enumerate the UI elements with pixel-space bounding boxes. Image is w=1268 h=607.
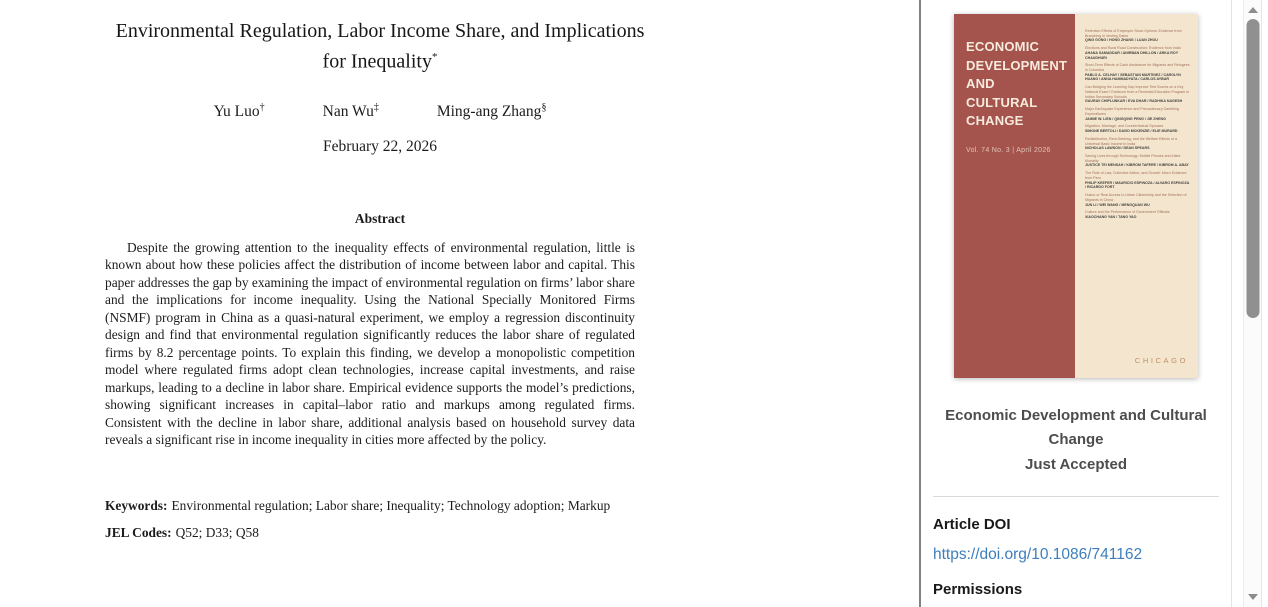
- author-footnote-mark: ‡: [373, 101, 379, 113]
- cover-toc-entry: Major Earthquake Experience and Precautionary Gambling Expenditures JAIMIE W. LIEN / QINGQING PENG / JIE ZHENG: [1085, 107, 1179, 121]
- paper-title-text: Environmental Regulation, Labor Income Share, and Implications for Inequality: [115, 20, 645, 73]
- vertical-scrollbar[interactable]: [1243, 0, 1262, 607]
- author-name: Nan Wu: [322, 102, 374, 120]
- doi-link[interactable]: https://doi.org/10.1086/741162: [933, 546, 1143, 563]
- cover-toc-entry: Redistribution, Rent-Seeking, and the Welfare Effects of a Universal Basic Income in India NICHOLAS LAWSON / DEAN SPEARS: [1085, 136, 1177, 151]
- cover-left-panel: [954, 14, 1075, 378]
- author-footnote-mark: †: [259, 101, 265, 113]
- author-name: Ming-ang Zhang: [436, 102, 542, 120]
- author-footnote-mark: §: [541, 101, 547, 113]
- cover-toc-entry: Saving Lives through Technology: Mobile Phones and Infant Mortality JUSTICE TEI MENSAH / KIBROM TAFERE / KIBROM A. ABAY: [1085, 154, 1189, 168]
- keywords-line: [105, 497, 635, 515]
- cover-toc-entry: Migration, Marriage, and Counterfactual Spouses SIMONE BERTOLI / DAVID MCKENZIE / ELIE MURARD: [1085, 124, 1178, 134]
- cover-journal-name: ECONOMIC DEVELOPMENT AND CULTURAL CHANGE: [966, 39, 1068, 128]
- author: [323, 102, 379, 121]
- article-doi-label: Article DOI: [933, 516, 1011, 533]
- cover-toc-entry: The Rule of Law, Collective Action, and Growth: Micro Evidence from Peru PHILIP KEEFER / MAURICIO ESPINOZA / ALVARO ESPINOZA / RICARDO FORT: [1085, 171, 1190, 190]
- paper-date: February 22, 2026: [322, 137, 438, 155]
- jel-label: JEL Codes:: [105, 525, 172, 541]
- journal-sidebar: [921, 0, 1232, 607]
- cover-publisher-logo: CHICAGO: [1134, 356, 1188, 365]
- author: [214, 102, 265, 121]
- journal-title: Economic Development and Cultural Change: [945, 407, 1207, 448]
- jel-text: Q52; D33; Q58: [175, 525, 259, 541]
- scroll-up-icon[interactable]: [1248, 7, 1258, 13]
- abstract-text: Despite the growing attention to the inequality effects of environmental regulation, little is known about how these policies affect the distribution of income between labor and capital. This paper addresses the gap by examining the impact of environmental regulation on firms’ labor share and the implications for income inequality. Using the National Specially Monitored Firms (NSMF) program in China as a quasi-natural experiment, we employ a regression discontinuity design and find that environmental regulation significantly reduces the labor share of regulated firms by 8.2 percentage points. To explain this finding, we develop a monopolistic competition model where regulated firms adopt clean technologies, increase capital investments, and raise markups, leading to a decline in labor share. Empirical evidence supports the model’s predictions, showing significant increases in capital–labor ratio and markups among regulated firms. Consistent with the decline in labor share, additional analysis based on household survey data reveals a significant rise in income inequality in cities more affected by the policy.: [105, 239, 635, 448]
- cover-toc-entry: Hukou or Real Access to Urban Citizenship and the Selection of Migrants in China JUN LI / WEI WANG / MENGQUAN WU: [1085, 193, 1187, 207]
- author-list: [105, 102, 655, 121]
- cover-toc-entry: Retention Effects of Employee Stock Options: Evidence from Branching in Vesting Dates QING GONG / HONG ZHANG / LUAN ZHOU: [1085, 29, 1182, 43]
- jel-line: [105, 524, 635, 542]
- abstract-heading: Abstract: [354, 210, 406, 226]
- cover-toc-panel: [1075, 14, 1198, 378]
- journal-cover-image[interactable]: [954, 14, 1198, 378]
- cover-toc-entry: Short-Term Effects of Cash Assistance for Migrants and Refugees in Colombia PABLO A. CELHAY / SEBASTIAN MARTINEZ / CAROLYN HUANG / ANNA HAMMADYATA / CARLOS AYBAR: [1085, 63, 1190, 82]
- author: [437, 102, 547, 121]
- permissions-label: Permissions: [933, 581, 1023, 598]
- keywords-label: Keywords:: [105, 497, 168, 513]
- cover-toc-entry: Elections and Rural Road Construction: Evidence from India AHANA SAMADDAR / ANIRBAN DHILLON / ARKA ROY CHAUDHURI: [1085, 46, 1181, 60]
- sidebar-divider: [933, 496, 1219, 497]
- keywords-text: Environmental regulation; Labor share; Inequality; Technology adoption; Markup: [171, 497, 611, 513]
- title-footnote-mark: *: [431, 51, 438, 63]
- scroll-down-icon[interactable]: [1248, 594, 1258, 600]
- cover-toc-entry: Culture and the Performance of Government Officials XIAOCHANG YAN / TANG YAO: [1085, 210, 1170, 220]
- cover-volume-line: Vol. 74 No. 3 | April 2026: [966, 146, 1051, 154]
- journal-status: Just Accepted: [1025, 456, 1127, 473]
- scrollbar-thumb[interactable]: [1246, 19, 1259, 318]
- paper-title: [105, 18, 655, 75]
- cover-toc-entry: Can Bridging the Learning Gap Improve Test Scores on a Key National Exam? Evidence from a Remedial Education Program in Indian Secondary Schools GAURAV CHIPLUNKAR / EVA DHAR / RADHIKA NAGESH: [1085, 85, 1190, 104]
- author-name: Yu Luo: [213, 102, 260, 120]
